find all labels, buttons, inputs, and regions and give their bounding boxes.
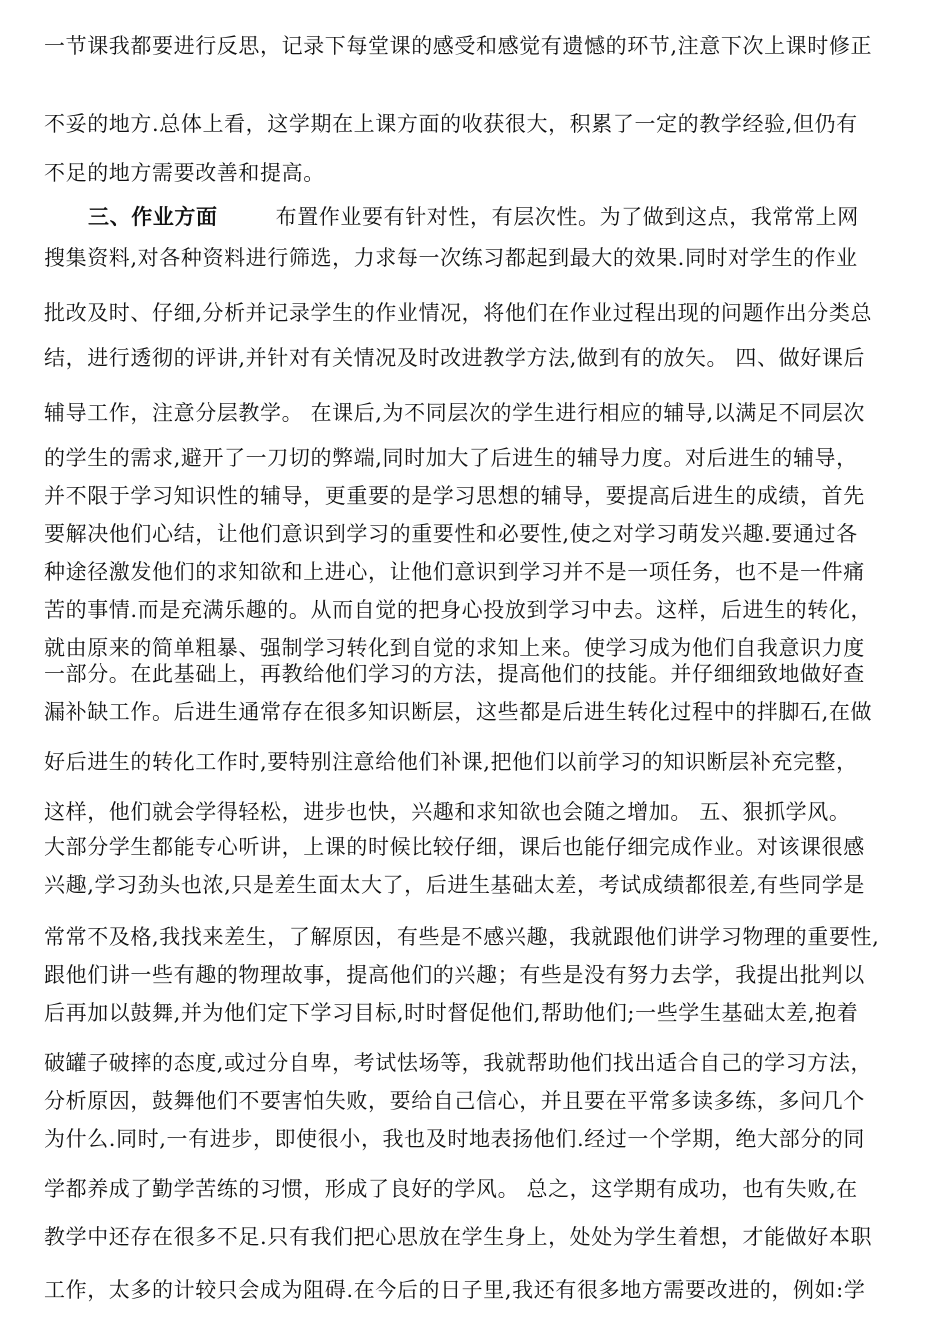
- text-line: 教学中还存在很多不足.只有我们把心思放在学生身上，处处为学生着想，才能做好本职: [44, 1225, 873, 1249]
- text-line: 一部分。在此基础上，再教给他们学习的方法，提高他们的技能。并仔细细致地做好查: [44, 662, 865, 686]
- text-line: 好后进生的转化工作时,要特别注意给他们补课,把他们以前学习的知识断层补充完整，: [44, 750, 858, 774]
- text-line: 要解决他们心结，让他们意识到学习的重要性和必要性,使之对学习萌发兴趣.要通过各: [44, 522, 858, 546]
- text-line: 批改及时、仔细,分析并记录学生的作业情况，将他们在作业过程出现的问题作出分类总: [44, 301, 873, 325]
- text-line: [88, 203, 914, 231]
- text-line: 的学生的需求,避开了一刀切的弊端,同时加大了后进生的辅导力度。对后进生的辅导，: [44, 446, 858, 470]
- text-line: 为什么.同时,一有进步，即使很小，我也及时地表扬他们.经过一个学期，绝大部分的同: [44, 1127, 866, 1151]
- text-line: 种途径激发他们的求知欲和上进心，让他们意识到学习并不是一项任务，也不是一件痛: [44, 560, 865, 584]
- text-line: 常常不及格,我找来差生，了解原因，有些是不感兴趣，我就跟他们讲学习物理的重要性,: [44, 925, 880, 949]
- text-line: 兴趣,学习劲头也浓,只是差生面太大了，后进生基础太差，考试成绩都很差,有些同学是: [44, 873, 866, 897]
- text-line: 不足的地方需要改善和提高。: [44, 161, 325, 185]
- text-line: 分析原因，鼓舞他们不要害怕失败，要给自己信心，并且要在平常多读多练，多问几个: [44, 1089, 865, 1113]
- text-line: 破罐子破摔的态度,或过分自卑，考试怯场等，我就帮助他们找出适合自己的学习方法，: [44, 1051, 873, 1075]
- text-line: 辅导工作，注意分层教学。 在课后,为不同层次的学生进行相应的辅导,以满足不同层次: [44, 401, 866, 425]
- text-line: 学都养成了勤学苦练的习惯，形成了良好的学风。 总之，这学期有成功，也有失败,在: [44, 1177, 858, 1201]
- text-line: 搜集资料,对各种资料进行筛选，力求每一次练习都起到最大的效果.同时对学生的作业: [44, 246, 858, 270]
- text-line: 苦的事情.而是充满乐趣的。从而自觉的把身心投放到学习中去。这样，后进生的转化，: [44, 598, 873, 622]
- text-line: 不妥的地方.总体上看，这学期在上课方面的收获很大，积累了一定的教学经验,但仍有: [44, 112, 858, 136]
- text-line: 大部分学生都能专心听讲，上课的时候比较仔细，课后也能仔细完成作业。对该课很感: [44, 835, 865, 859]
- text-line: 漏补缺工作。后进生通常存在很多知识断层，这些都是后进生转化过程中的拌脚石,在做: [44, 700, 873, 724]
- text-line: 就由原来的简单粗暴、强制学习转化到自觉的求知上来。使学习成为他们自我意识力度: [44, 636, 865, 660]
- text-line: 跟他们讲一些有趣的物理故事，提高他们的兴趣；有些是没有努力去学，我提出批判以: [44, 963, 865, 987]
- text-line: 工作，太多的计较只会成为阻碍.在今后的日子里,我还有很多地方需要改进的，例如:学: [44, 1278, 866, 1302]
- section-text: 布置作业要有针对性，有层次性。为了做到这点，我常常上网: [275, 205, 859, 229]
- text-line: 并不限于学习知识性的辅导，更重要的是学习思想的辅导，要提高后进生的成绩，首先: [44, 484, 865, 508]
- text-line: 一节课我都要进行反思，记录下每堂课的感受和感觉有遗憾的环节,注意下次上课时修正: [44, 34, 873, 58]
- section-heading: 三、作业方面: [88, 204, 218, 229]
- text-line: 这样，他们就会学得轻松，进步也快，兴趣和求知欲也会随之增加。 五、狠抓学风。: [44, 800, 851, 824]
- text-line: 结，进行透彻的评讲,并针对有关情况及时改进教学方法,做到有的放矢。 四、做好课后: [44, 346, 866, 370]
- text-line: 后再加以鼓舞,并为他们定下学习目标,时时督促他们,帮助他们;一些学生基础太差,抱着: [44, 1001, 859, 1025]
